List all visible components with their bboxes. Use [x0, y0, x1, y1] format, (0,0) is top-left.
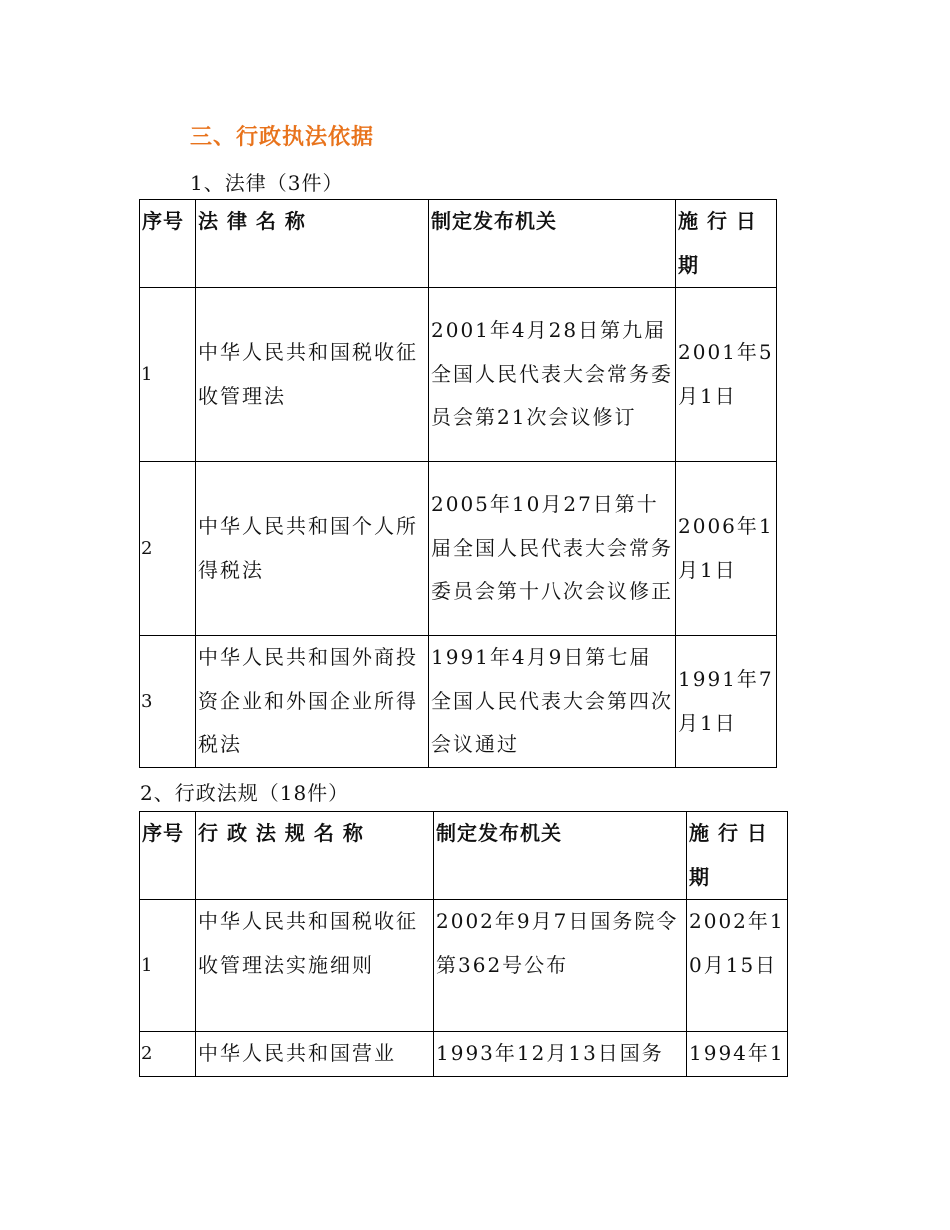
- column-header-authority: 制定发布机关: [434, 812, 687, 900]
- row-number: 1: [140, 900, 196, 1032]
- issuing-authority: 2005年10月27日第十届全国人民代表大会常务委员会第十八次会议修正: [429, 462, 676, 636]
- row-number: 2: [140, 1032, 196, 1077]
- section-title: 三、行政执法依据: [190, 125, 375, 150]
- table-header-row: [140, 200, 777, 288]
- issuing-authority: 1991年4月9日第七届全国人民代表大会第四次会议通过: [429, 636, 676, 768]
- effective-date: 2002年10月15日: [687, 900, 788, 1032]
- table-row: [140, 288, 777, 462]
- laws-heading: 1、法律（3件）: [190, 171, 344, 195]
- regulations-table: [139, 811, 788, 1077]
- law-name: 中华人民共和国个人所得税法: [196, 462, 429, 636]
- regulations-heading: 2、行政法规（18件）: [140, 781, 350, 805]
- laws-table: [139, 199, 777, 768]
- column-header-regulation-name: 行 政 法 规 名 称: [196, 812, 434, 900]
- row-number: 3: [140, 636, 196, 768]
- regulation-name: 中华人民共和国税收征收管理法实施细则: [196, 900, 434, 1032]
- table-row: [140, 636, 777, 768]
- table-row: [140, 1032, 788, 1077]
- table-header-row: [140, 812, 788, 900]
- table-row: [140, 900, 788, 1032]
- row-number: 1: [140, 288, 196, 462]
- effective-date: 2006年1月1日: [676, 462, 777, 636]
- column-header-law-name: 法 律 名 称: [196, 200, 429, 288]
- effective-date: 1991年7月1日: [676, 636, 777, 768]
- issuing-authority: 2001年4月28日第九届全国人民代表大会常务委员会第21次会议修订: [429, 288, 676, 462]
- column-header-effective-date: 施 行 日期: [676, 200, 777, 288]
- column-header-number: 序号: [140, 812, 196, 900]
- effective-date: 2001年5月1日: [676, 288, 777, 462]
- column-header-number: 序号: [140, 200, 196, 288]
- column-header-effective-date: 施 行 日期: [687, 812, 788, 900]
- issuing-authority: 1993年12月13日国务: [434, 1032, 687, 1077]
- effective-date: 1994年1: [687, 1032, 788, 1077]
- column-header-authority: 制定发布机关: [429, 200, 676, 288]
- law-name: 中华人民共和国税收征收管理法: [196, 288, 429, 462]
- law-name: 中华人民共和国外商投资企业和外国企业所得税法: [196, 636, 429, 768]
- table-row: [140, 462, 777, 636]
- row-number: 2: [140, 462, 196, 636]
- issuing-authority: 2002年9月7日国务院令第362号公布: [434, 900, 687, 1032]
- regulation-name: 中华人民共和国营业: [196, 1032, 434, 1077]
